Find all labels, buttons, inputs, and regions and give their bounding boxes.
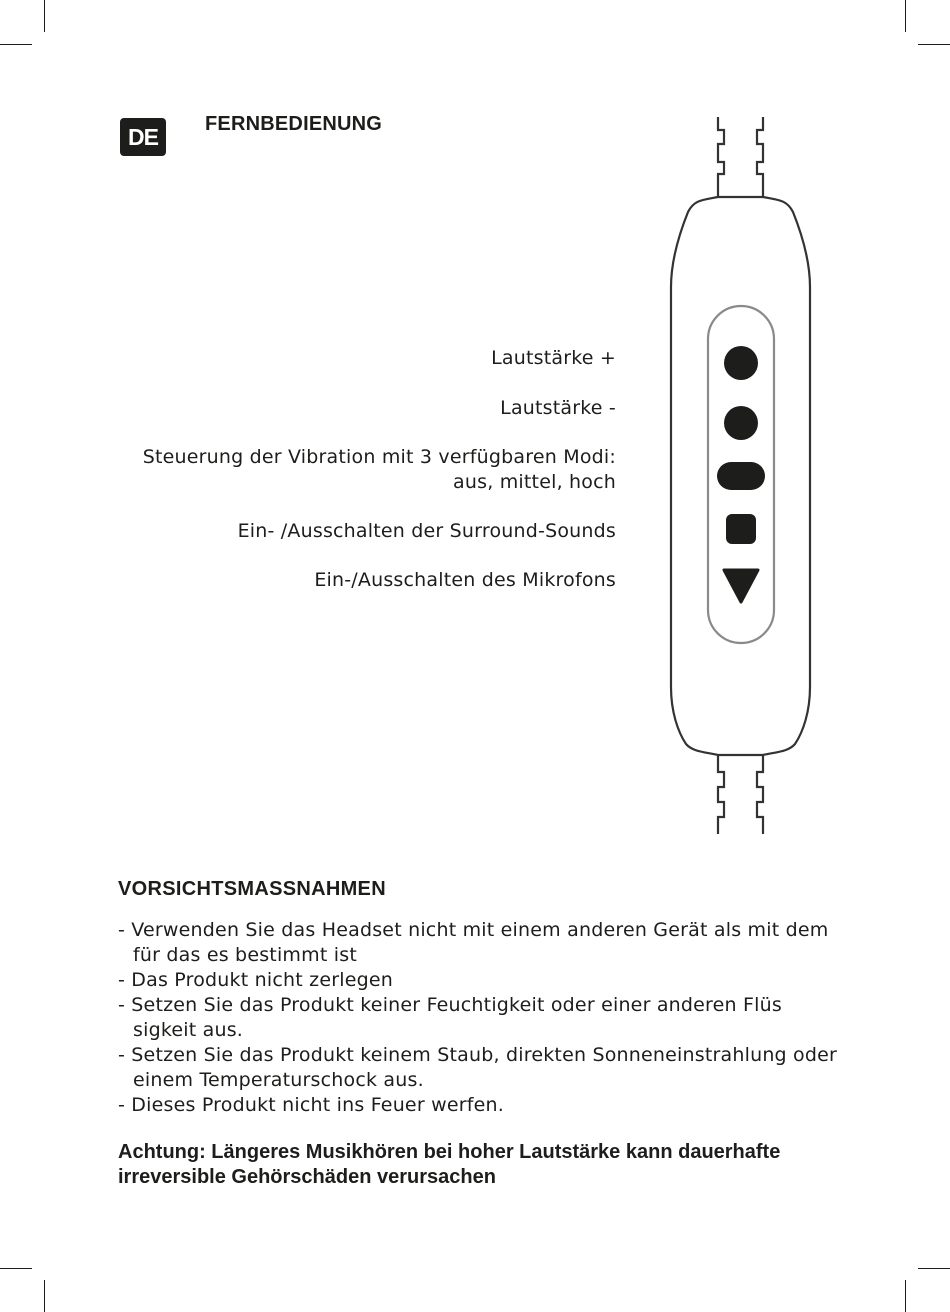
label-volume-down: Lautstärke - [500, 397, 616, 419]
crop-mark [918, 44, 950, 45]
list-item: - Verwenden Sie das Headset nicht mit einem anderen Gerät als mit dem für das es bestimmt ist [118, 919, 829, 966]
list-item: - Setzen Sie das Produkt keinem Staub, direkten Sonneneinstrahlung oder einem Temperaturschock aus. [118, 1044, 838, 1091]
crop-mark [918, 1268, 950, 1269]
crop-mark [0, 44, 32, 45]
crop-mark [905, 0, 906, 32]
crop-mark [905, 1280, 906, 1312]
surround-button[interactable] [726, 514, 756, 544]
volume-up-button[interactable] [724, 346, 758, 380]
remote-control-illustration [660, 112, 820, 842]
label-vibration-line2: aus, mittel, hoch [453, 471, 616, 493]
label-vibration-line1: Steuerung der Vibration mit 3 verfügbaren Modi: [142, 446, 616, 468]
microphone-button[interactable] [724, 570, 758, 602]
crop-mark [44, 0, 45, 32]
label-microphone: Ein-/Ausschalten des Mikrofons [314, 569, 616, 591]
crop-mark [0, 1268, 32, 1269]
list-item: - Setzen Sie das Produkt keiner Feuchtigkeit oder einer anderen Flüs sigkeit aus. [118, 994, 782, 1041]
language-badge: DE [120, 118, 166, 156]
crop-mark [44, 1280, 45, 1312]
precautions-list [118, 918, 838, 1118]
hearing-warning: Achtung: Längeres Musikhören bei hoher Lautstärke kann dauerhafte irreversible Gehörschäden verursachen [118, 1141, 781, 1188]
volume-down-button[interactable] [724, 406, 758, 440]
list-item: - Das Produkt nicht zerlegen [118, 969, 393, 991]
page-title: FERNBEDIENUNG [205, 113, 383, 135]
label-surround: Ein- /Ausschalten der Surround-Sounds [237, 520, 616, 542]
label-volume-up: Lautstärke + [491, 347, 616, 369]
vibration-button[interactable] [717, 462, 765, 490]
precautions-title: VORSICHTSMASSNAHMEN [118, 878, 386, 900]
list-item: - Dieses Produkt nicht ins Feuer werfen. [118, 1094, 504, 1116]
